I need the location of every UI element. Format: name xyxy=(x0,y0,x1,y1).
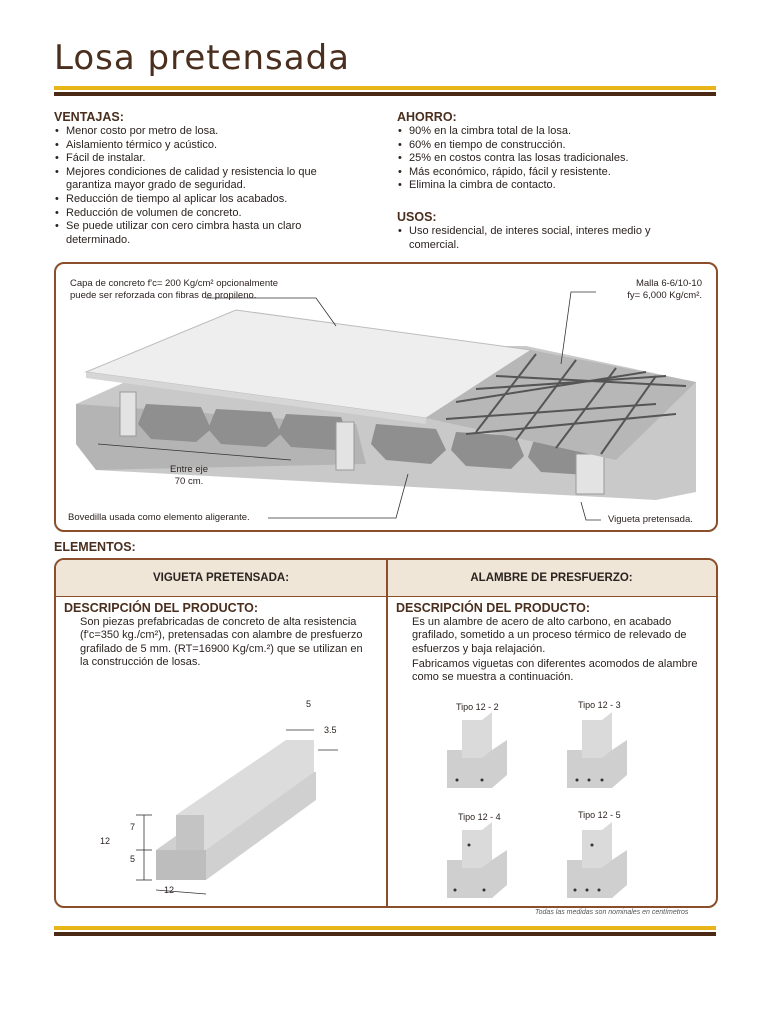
vigueta-post xyxy=(120,392,136,436)
tipo-12-5-section xyxy=(567,822,627,898)
dim-3-5: 3.5 xyxy=(324,725,337,735)
tipo-12-4-section xyxy=(447,822,507,898)
list-item: • Menor costo por metro de losa. xyxy=(54,125,359,139)
malla-label-line1: Malla 6-6/10-10 xyxy=(635,278,702,289)
list-item: • Fácil de instalar. xyxy=(54,152,359,166)
entre-eje-label: Entre eje xyxy=(169,464,209,475)
desc-heading-alambre: DESCRIPCIÓN DEL PRODUCTO: xyxy=(396,601,591,615)
dim-7: 7 xyxy=(130,822,136,832)
tipo-12-4-label: Tipo 12 - 4 xyxy=(458,812,501,822)
col-header-vigueta: VIGUETA PRETENSADA: xyxy=(56,560,386,597)
tipo-12-2-label: Tipo 12 - 2 xyxy=(456,702,499,712)
slab-illustration xyxy=(56,264,716,530)
desc-text-alambre-1: Es un alambre de acero de alto carbono, en acabado grafilado, sometido a un proceso térmico de relevado de esfuerzos y baja relajación. xyxy=(412,616,687,655)
tipo-cross-sections xyxy=(387,670,717,900)
tipo-12-5-label: Tipo 12 - 5 xyxy=(578,810,621,820)
ahorro-list xyxy=(397,125,697,193)
elementos-table xyxy=(54,558,718,908)
vigueta-post xyxy=(576,454,604,494)
list-item: • Mejores condiciones de calidad y resistencia lo que garantiza mayor grado de seguridad. xyxy=(54,166,359,193)
dim-12-left: 12 xyxy=(100,836,111,846)
list-item: • 25% en costos contra las losas tradicionales. xyxy=(397,152,697,166)
col-header-alambre: ALAMBRE DE PRESFUERZO: xyxy=(387,560,716,597)
bottom-rule xyxy=(54,926,716,936)
ahorro-heading: AHORRO: xyxy=(397,110,457,124)
list-item: • Reducción de volumen de concreto. xyxy=(54,207,359,221)
list-item: • Reducción de tiempo al aplicar los acabados. xyxy=(54,193,359,207)
ventajas-heading: VENTAJAS: xyxy=(54,110,124,124)
dim-5-top: 5 xyxy=(306,699,312,709)
void xyxy=(208,409,281,447)
capa-label-line1: Capa de concreto f'c= 200 Kg/cm² opcionalmente xyxy=(70,278,279,289)
desc-text-alambre-2: Fabricamos viguetas con diferentes acomodos de alambre como se muestra a continuación. xyxy=(412,658,698,684)
capa-label-line2: puede ser reforzada con fibras de propileno. xyxy=(70,290,257,301)
footnote: Todas las medidas son nominales en centímetros xyxy=(535,909,689,916)
list-item: • Aislamiento térmico y acústico. xyxy=(54,139,359,153)
slab-diagram-panel xyxy=(54,262,718,532)
bovedilla-label: Bovedilla usada como elemento aligerante. xyxy=(68,512,250,523)
entre-eje-value: 70 cm. xyxy=(174,476,204,487)
malla-label-line2: fy= 6,000 Kg/cm². xyxy=(627,290,702,301)
ventajas-list xyxy=(54,125,359,247)
dim-5-side: 5 xyxy=(130,854,136,864)
list-item: • Más económico, rápido, fácil y resistente. xyxy=(397,166,697,180)
page-title: Losa pretensada xyxy=(54,38,350,78)
usos-list xyxy=(397,225,697,252)
tipo-12-3-label: Tipo 12 - 3 xyxy=(578,700,621,710)
desc-heading-vigueta: DESCRIPCIÓN DEL PRODUCTO: xyxy=(64,601,259,615)
tipo-12-2-section xyxy=(447,712,507,788)
dim-12-bottom: 12 xyxy=(164,885,175,895)
list-item: • 90% en la cimbra total de la losa. xyxy=(397,125,697,139)
vigueta-label: Vigueta pretensada. xyxy=(608,514,693,525)
list-item: • Uso residencial, de interes social, interes medio y comercial. xyxy=(397,225,697,252)
void xyxy=(138,404,211,442)
desc-text-vigueta: Son piezas prefabricadas de concreto de alta resistencia (f'c=350 kg./cm²), pretensadas con alambre de presfuerzo grafilado de 5 mm. (RT=16900 Kg/cm.²) que se utilizan en la construcción de losas. xyxy=(80,616,363,669)
usos-heading: USOS: xyxy=(397,210,437,224)
vigueta-post xyxy=(336,422,354,470)
list-item: • Elimina la cimbra de contacto. xyxy=(397,179,697,193)
elementos-heading: ELEMENTOS: xyxy=(54,540,136,554)
top-rule xyxy=(54,86,716,96)
list-item: • Se puede utilizar con cero cimbra hasta un claro determinado. xyxy=(54,220,359,247)
tipo-12-3-section xyxy=(567,712,627,788)
list-item: • 60% en tiempo de construcción. xyxy=(397,139,697,153)
